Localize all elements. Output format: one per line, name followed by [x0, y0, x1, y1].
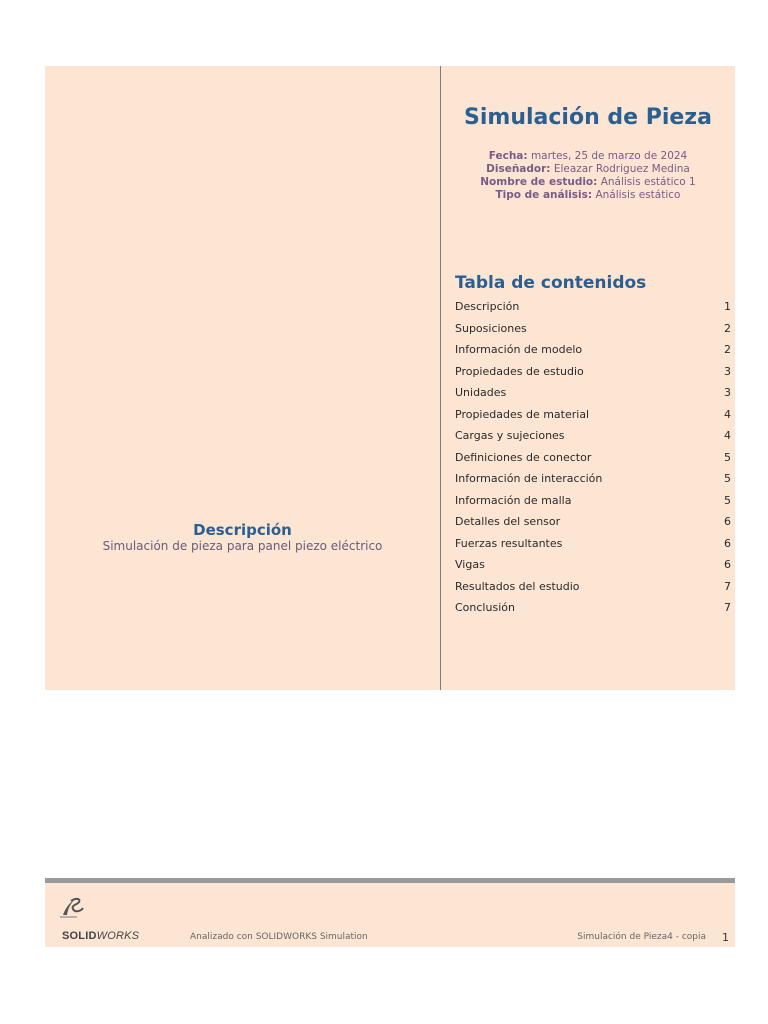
toc-item[interactable]	[455, 364, 731, 386]
cover-right-column	[441, 66, 735, 690]
toc-item-page: 1	[724, 300, 731, 313]
page-footer	[45, 883, 735, 947]
toc-item[interactable]	[455, 428, 731, 450]
toc-item[interactable]	[455, 450, 731, 472]
toc-item[interactable]	[455, 321, 731, 343]
solidworks-logo-text: SOLIDWORKS	[62, 930, 140, 942]
meta-analysis-type: Tipo de análisis: Análisis estático	[495, 189, 681, 201]
toc-item-page: 3	[724, 386, 731, 399]
toc-item-label: Unidades	[455, 386, 507, 399]
toc-item[interactable]	[455, 493, 731, 515]
toc-item[interactable]	[455, 299, 731, 321]
toc-item-label: Propiedades de estudio	[455, 364, 584, 378]
toc-item[interactable]	[455, 536, 731, 558]
toc-item-page: 6	[724, 536, 731, 550]
toc-item-label: Descripción	[455, 300, 520, 313]
toc-item-page: 6	[724, 515, 731, 528]
meta-date: Fecha: martes, 25 de marzo de 2024	[488, 150, 688, 162]
toc-item-label: Información de interacción	[455, 472, 603, 485]
toc-item[interactable]	[455, 600, 731, 622]
toc-heading: Tabla de contenidos	[455, 273, 647, 293]
toc-item[interactable]	[455, 385, 731, 407]
toc-item-label: Vigas	[455, 558, 485, 571]
report-cover-panel	[45, 66, 735, 690]
toc-item[interactable]	[455, 471, 731, 493]
toc-item[interactable]	[455, 407, 731, 429]
footer-page-number: 1	[722, 931, 729, 944]
report-title: Simulación de Pieza	[464, 105, 712, 130]
ds-logo-icon	[57, 895, 93, 919]
toc-item-label: Definiciones de conector	[455, 450, 592, 464]
footer-analyzed-with: Analizado con SOLIDWORKS Simulation	[190, 932, 368, 942]
cover-left-column	[45, 66, 440, 690]
toc-item-page: 2	[724, 343, 731, 356]
meta-designer: Diseñador: Eleazar Rodriguez Medina	[486, 163, 690, 175]
report-meta	[441, 150, 735, 202]
toc-item-label: Fuerzas resultantes	[455, 536, 563, 550]
toc-item[interactable]	[455, 579, 731, 601]
toc-item-page: 5	[724, 493, 731, 507]
toc-item-page: 7	[724, 579, 731, 593]
description-heading: Descripción	[193, 521, 292, 539]
meta-study-name: Nombre de estudio: Análisis estático 1	[480, 176, 696, 188]
toc-item-page: 4	[724, 407, 731, 421]
toc-list	[455, 299, 731, 622]
toc-item-label: Suposiciones	[455, 321, 527, 335]
description-text: Simulación de pieza para panel piezo eléctrico	[102, 539, 383, 553]
toc-item[interactable]	[455, 557, 731, 579]
toc-item-label: Información de modelo	[455, 343, 583, 356]
toc-item-label: Cargas y sujeciones	[455, 429, 565, 442]
toc-item-page: 6	[724, 558, 731, 571]
toc-item-page: 3	[724, 364, 731, 378]
description-block	[45, 521, 440, 554]
toc-item-label: Resultados del estudio	[455, 579, 580, 593]
toc-item-page: 5	[724, 472, 731, 485]
toc-item-page: 7	[724, 601, 731, 614]
toc-item-page: 4	[724, 429, 731, 442]
toc-item-label: Información de malla	[455, 493, 572, 507]
toc-item-label: Conclusión	[455, 601, 515, 614]
toc-item-page: 5	[724, 450, 731, 464]
toc-item[interactable]	[455, 342, 731, 364]
footer-document-name: Simulación de Pieza4 - copia	[577, 932, 706, 942]
toc-item-label: Detalles del sensor	[455, 515, 561, 528]
toc-item-page: 2	[724, 321, 731, 335]
toc-item-label: Propiedades de material	[455, 407, 590, 421]
toc-item[interactable]	[455, 514, 731, 536]
